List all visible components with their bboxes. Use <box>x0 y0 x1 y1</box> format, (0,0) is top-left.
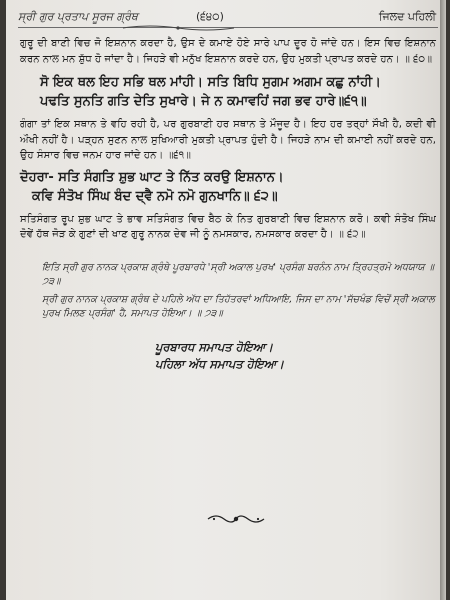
colophon-original: ਇਤਿ ਸ੍ਰੀ ਗੁਰ ਨਾਨਕ ਪ੍ਰਕਾਸ਼ ਗ੍ਰੰਥੇ ਪੂਰਬਾਰਧੇ 'ਸ੍ਰੀ ਅਕਾਲ ਪੁਰਖ' ਪ੍ਰਸੰਗ ਬਰਨੰਨ ਨਾਮ ਤ੍ਰਿਹਤ੍ਰਮੋ ਅਧਯਾਯ ॥ ੭੩॥ <box>42 261 434 287</box>
decorative-flourish-icon <box>206 512 266 526</box>
volume-label: ਜਿਲਦ ਪਹਿਲੀ <box>378 10 436 23</box>
verse-61 <box>40 73 436 111</box>
page-number: (੬੪੦) <box>196 10 224 23</box>
verse-62-line-2: ਕਵਿ ਸੰਤੋਖ ਸਿੰਘ ਬੰਦ ਦ੍ਵੈ ਨਮੋ ਨਮੋ ਗੁਨਖਾਨਿ॥ ੬੨॥ <box>32 188 278 204</box>
verse-62-line-1: ਦੋਹਰਾ- ਸਤਿ ਸੰਗਤਿ ਸ਼ੁਭ ਘਾਟ ਤੇ ਨਿੱਤ ਕਰਉ ਇਸ਼ਨਾਨ। <box>20 169 284 185</box>
page-body <box>20 36 436 373</box>
verse-61-line-2: ਪਢਤਿ ਸੁਨਤਿ ਗਤਿ ਦੇਤਿ ਸੁਖਾਰੇ। ਜੇ ਨ ਕਮਾਵਹਿਂ ਜਗ ਭਵ ਹਾਰੇ॥੬੧॥ <box>40 94 367 109</box>
verse-62 <box>20 168 436 206</box>
ending-line-2: ਪਹਿਲਾ ਅੱਧ ਸਮਾਪਤ ਹੋਇਆ। <box>155 356 284 371</box>
book-page <box>6 0 446 600</box>
paragraph-60: ਗੁਰੂ ਦੀ ਬਾਣੀ ਵਿਚ ਜੋ ਇਸ਼ਨਾਨ ਕਰਦਾ ਹੈ, ਉਸ ਦੇ ਕਮਾਏ ਹੋਏ ਸਾਰੇ ਪਾਪ ਦੂਰ ਹੋ ਜਾਂਦੇ ਹਨ। ਇਸ ਵਿਚ ਇਸ਼ਨਾਨ ਕਰਨ ਨਾਲ ਮਨ ਸ਼ੁੱਧ ਹੋ ਜਾਂਦਾ ਹੈ। ਜਿਹੜੇ ਵੀ ਮਨੁੱਖ ਇਸ਼ਨਾਨ ਕਰਦੇ ਹਨ, ਉਹ ਮੁਕਤੀ ਪ੍ਰਾਪਤ ਕਰਦੇ ਹਨ। ॥ ੬੦॥ <box>20 38 436 65</box>
half-ending <box>155 339 436 373</box>
chapter-colophon <box>42 261 436 321</box>
colophon-translation: ਸ੍ਰੀ ਗੁਰ ਨਾਨਕ ਪ੍ਰਕਾਸ਼ ਗ੍ਰੰਥ ਦੇ ਪਹਿਲੇ ਅੱਧ ਦਾ ਤਿਹੱਤਰਵਾਂ ਅਧਿਆਇ, ਜਿਸ ਦਾ ਨਾਮ 'ਸੱਚਖੰਡ ਵਿਚੋਂ ਸ੍ਰੀ ਅਕਾਲ ਪੁਰਖ ਮਿਲਣ ਪ੍ਰਸੰਗ' ਹੈ, ਸਮਾਪਤ ਹੋਇਆ। ॥ ੭੩॥ <box>42 293 435 319</box>
verse-61-line-1: ਸੋ ਇਕ ਥਲ ਇਹ ਸਭਿ ਥਲ ਮਾਂਹੀ। ਸਤਿ ਬਿਧਿ ਸੁਗਮ ਅਗਮ ਕਛੁ ਨਾਂਹੀ। <box>40 75 381 90</box>
paragraph-61: ਗੰਗਾ ਤਾਂ ਇਕ ਸਥਾਨ ਤੇ ਵਹਿ ਰਹੀ ਹੈ, ਪਰ ਗੁਰਬਾਣੀ ਹਰ ਸਥਾਨ ਤੇ ਮੌਜੂਦ ਹੈ। ਇਹ ਹਰ ਤਰ੍ਹਾਂ ਸੌਖੀ ਹੈ, ਕਦੀ ਵੀ ਔਖੀ ਨਹੀਂ ਹੈ। ਪੜ੍ਹਨ ਸੁਣਨ ਨਾਲ ਸੁਖਿਆਰੀ ਮੁਕਤੀ ਪ੍ਰਾਪਤ ਹੁੰਦੀ ਹੈ। ਜਿਹੜੇ ਨਾਮ ਦੀ ਕਮਾਈ ਨਹੀਂ ਕਰਦੇ ਹਨ, ਉਹ ਸੰਸਾਰ ਵਿਚ ਜਨਮ ਹਾਰ ਜਾਂਦੇ ਹਨ। ॥੬੧॥ <box>20 119 436 161</box>
paragraph-62: ਸਤਿਸੰਗਤ ਰੂਪ ਸ਼ੁਭ ਘਾਟ ਤੇ ਭਾਵ ਸਤਿਸੰਗਤ ਵਿਚ ਬੈਠ ਕੇ ਨਿਤ ਗੁਰਬਾਣੀ ਵਿਚ ਇਸ਼ਨਾਨ ਕਰੋ। ਕਵੀ ਸੰਤੋਖ ਸਿੰਘ ਦੋਵੇਂ ਹੱਥ ਜੋੜ ਕੇ ਗੁਣਾਂ ਦੀ ਖਾਣ ਗੁਰੂ ਨਾਨਕ ਦੇਵ ਜੀ ਨੂੰ ਨਮਸਕਾਰ, ਨਮਸਕਾਰ ਕਰਦਾ ਹੈ। ॥ ੬੨॥ <box>20 213 436 240</box>
header-flourish-icon <box>121 24 236 32</box>
ending-line-1: ਪੂਰਬਾਰਧ ਸਮਾਪਤ ਹੋਇਆ। <box>155 339 274 354</box>
page-edge <box>440 0 446 600</box>
book-title: ਸ੍ਰੀ ਗੁਰ ਪ੍ਰਤਾਪ ਸੂਰਜ ਗ੍ਰੰਥ <box>18 10 138 23</box>
